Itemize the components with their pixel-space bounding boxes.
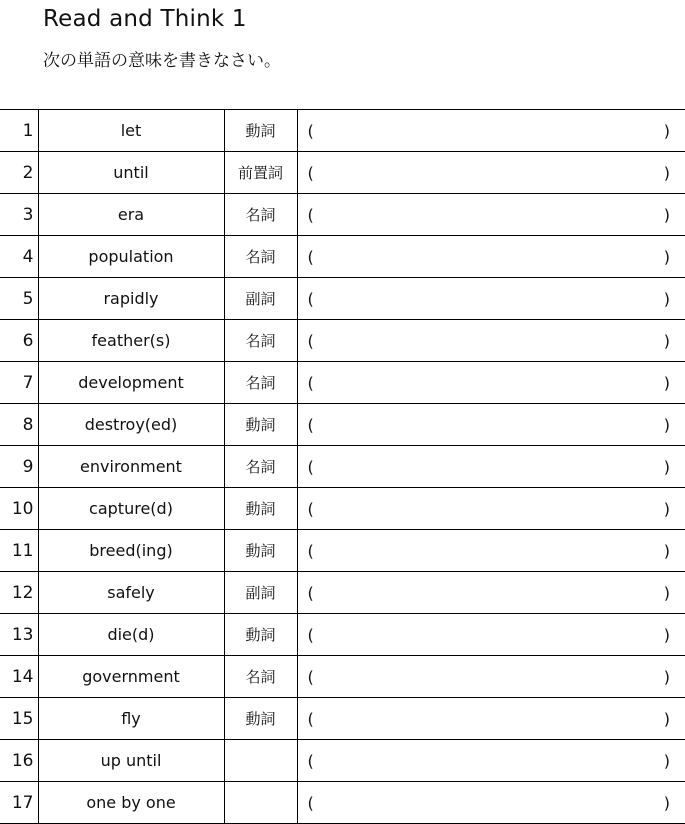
vocab-word: government [38,656,224,698]
vocab-word: capture(d) [38,488,224,530]
part-of-speech [224,782,297,824]
row-number: 13 [0,614,38,656]
close-paren: ) [663,583,670,602]
table-row [0,194,685,236]
table-row [0,656,685,698]
close-paren: ) [663,121,670,140]
close-paren: ) [663,247,670,266]
row-number: 12 [0,572,38,614]
open-paren: ( [307,163,314,182]
table-row [0,278,685,320]
open-paren: ( [307,667,314,686]
answer-blank[interactable] [297,362,685,404]
open-paren: ( [307,457,314,476]
answer-blank[interactable] [297,614,685,656]
answer-blank[interactable] [297,740,685,782]
row-number: 8 [0,404,38,446]
row-number: 15 [0,698,38,740]
close-paren: ) [663,163,670,182]
answer-blank[interactable] [297,236,685,278]
part-of-speech: 動詞 [224,614,297,656]
table-row [0,572,685,614]
part-of-speech: 動詞 [224,110,297,152]
instruction-text: 次の単語の意味を書きなさい。 [43,51,281,71]
open-paren: ( [307,499,314,518]
row-number: 5 [0,278,38,320]
table-row [0,530,685,572]
answer-blank[interactable] [297,278,685,320]
table-row [0,152,685,194]
vocab-word: one by one [38,782,224,824]
open-paren: ( [307,583,314,602]
row-number: 14 [0,656,38,698]
close-paren: ) [663,541,670,560]
row-number: 4 [0,236,38,278]
open-paren: ( [307,121,314,140]
vocab-word: breed(ing) [38,530,224,572]
close-paren: ) [663,289,670,308]
close-paren: ) [663,709,670,728]
answer-blank[interactable] [297,698,685,740]
open-paren: ( [307,751,314,770]
answer-blank[interactable] [297,110,685,152]
vocab-word: fly [38,698,224,740]
close-paren: ) [663,331,670,350]
vocab-word: destroy(ed) [38,404,224,446]
part-of-speech: 名詞 [224,320,297,362]
part-of-speech: 動詞 [224,698,297,740]
open-paren: ( [307,331,314,350]
close-paren: ) [663,415,670,434]
row-number: 10 [0,488,38,530]
answer-blank[interactable] [297,152,685,194]
table-row [0,110,685,152]
part-of-speech: 名詞 [224,236,297,278]
table-row [0,740,685,782]
part-of-speech [224,740,297,782]
answer-blank[interactable] [297,194,685,236]
part-of-speech: 名詞 [224,194,297,236]
row-number: 11 [0,530,38,572]
vocab-word: let [38,110,224,152]
vocab-word: environment [38,446,224,488]
row-number: 1 [0,110,38,152]
close-paren: ) [663,751,670,770]
part-of-speech: 副詞 [224,572,297,614]
close-paren: ) [663,793,670,812]
table-row [0,236,685,278]
vocab-word: era [38,194,224,236]
row-number: 16 [0,740,38,782]
table-row [0,446,685,488]
answer-blank[interactable] [297,488,685,530]
open-paren: ( [307,793,314,812]
open-paren: ( [307,625,314,644]
close-paren: ) [663,625,670,644]
table-row [0,404,685,446]
open-paren: ( [307,205,314,224]
open-paren: ( [307,373,314,392]
close-paren: ) [663,205,670,224]
open-paren: ( [307,709,314,728]
answer-blank[interactable] [297,404,685,446]
row-number: 3 [0,194,38,236]
vocab-word: up until [38,740,224,782]
answer-blank[interactable] [297,782,685,824]
answer-blank[interactable] [297,530,685,572]
vocab-word: safely [38,572,224,614]
part-of-speech: 名詞 [224,362,297,404]
answer-blank[interactable] [297,446,685,488]
vocab-word: development [38,362,224,404]
table-row [0,320,685,362]
close-paren: ) [663,373,670,392]
part-of-speech: 名詞 [224,656,297,698]
part-of-speech: 副詞 [224,278,297,320]
table-row [0,782,685,824]
table-row [0,614,685,656]
close-paren: ) [663,499,670,518]
part-of-speech: 動詞 [224,530,297,572]
open-paren: ( [307,415,314,434]
row-number: 9 [0,446,38,488]
vocab-word: feather(s) [38,320,224,362]
vocab-word: rapidly [38,278,224,320]
open-paren: ( [307,541,314,560]
table-row [0,362,685,404]
row-number: 2 [0,152,38,194]
vocab-word: population [38,236,224,278]
part-of-speech: 前置詞 [224,152,297,194]
part-of-speech: 名詞 [224,446,297,488]
part-of-speech: 動詞 [224,404,297,446]
part-of-speech: 動詞 [224,488,297,530]
table-row [0,488,685,530]
row-number: 6 [0,320,38,362]
answer-blank[interactable] [297,572,685,614]
answer-blank[interactable] [297,320,685,362]
row-number: 17 [0,782,38,824]
vocab-word: until [38,152,224,194]
table-row [0,698,685,740]
vocabulary-table [0,109,685,824]
close-paren: ) [663,667,670,686]
close-paren: ) [663,457,670,476]
vocab-word: die(d) [38,614,224,656]
open-paren: ( [307,289,314,308]
answer-blank[interactable] [297,656,685,698]
row-number: 7 [0,362,38,404]
page-title: Read and Think 1 [43,6,247,32]
open-paren: ( [307,247,314,266]
